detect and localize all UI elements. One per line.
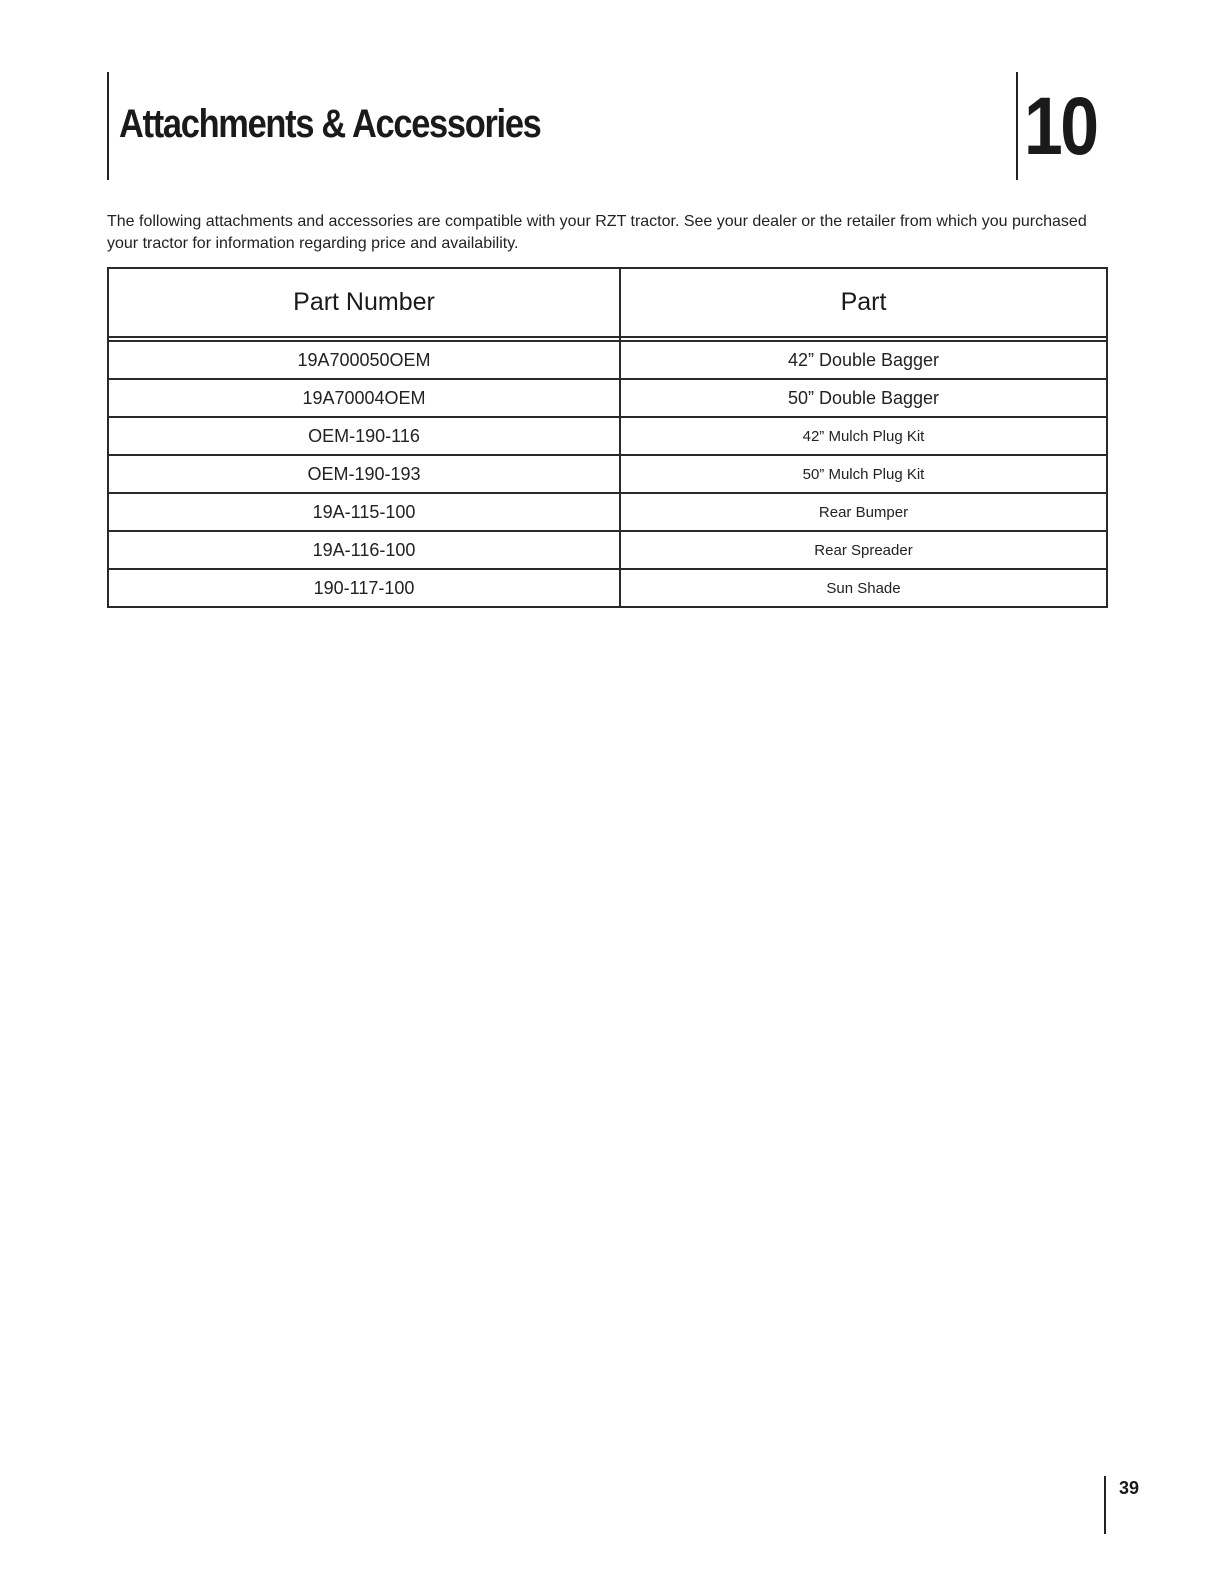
part-name-cell: 42” Double Bagger [620, 341, 1107, 379]
page-number: 39 [1119, 1478, 1140, 1498]
part-number-cell: OEM-190-116 [108, 417, 620, 455]
part-name-cell: 50” Double Bagger [620, 379, 1107, 417]
table-row [108, 569, 1107, 607]
part-name-cell: Rear Bumper [620, 493, 1107, 531]
part-number-cell: 19A-115-100 [108, 493, 620, 531]
chapter-divider [1016, 72, 1018, 180]
table-row [108, 379, 1107, 417]
column-header-part: Part [620, 268, 1107, 337]
page-number-divider [1104, 1476, 1106, 1534]
table-row [108, 455, 1107, 493]
column-header-part-number: Part Number [108, 268, 620, 337]
part-number-cell: 19A700050OEM [108, 341, 620, 379]
intro-paragraph: The following attachments and accessories are compatible with your RZT tractor. See your dealer or the retailer from which you purchased your tractor for information regarding price and availability. [107, 213, 1087, 252]
chapter-number: 10 [1024, 81, 1097, 172]
table-row [108, 417, 1107, 455]
table-row [108, 493, 1107, 531]
part-name-cell: Sun Shade [620, 569, 1107, 607]
page-title: Attachments & Accessories [119, 102, 541, 146]
parts-table [107, 267, 1108, 608]
title-divider [107, 72, 109, 180]
table-header-row [108, 268, 1107, 337]
table-row [108, 341, 1107, 379]
table-row [108, 531, 1107, 569]
part-number-cell: 190-117-100 [108, 569, 620, 607]
part-number-cell: 19A70004OEM [108, 379, 620, 417]
part-name-cell: Rear Spreader [620, 531, 1107, 569]
part-number-cell: OEM-190-193 [108, 455, 620, 493]
part-number-cell: 19A-116-100 [108, 531, 620, 569]
part-name-cell: 50” Mulch Plug Kit [620, 455, 1107, 493]
part-name-cell: 42” Mulch Plug Kit [620, 417, 1107, 455]
